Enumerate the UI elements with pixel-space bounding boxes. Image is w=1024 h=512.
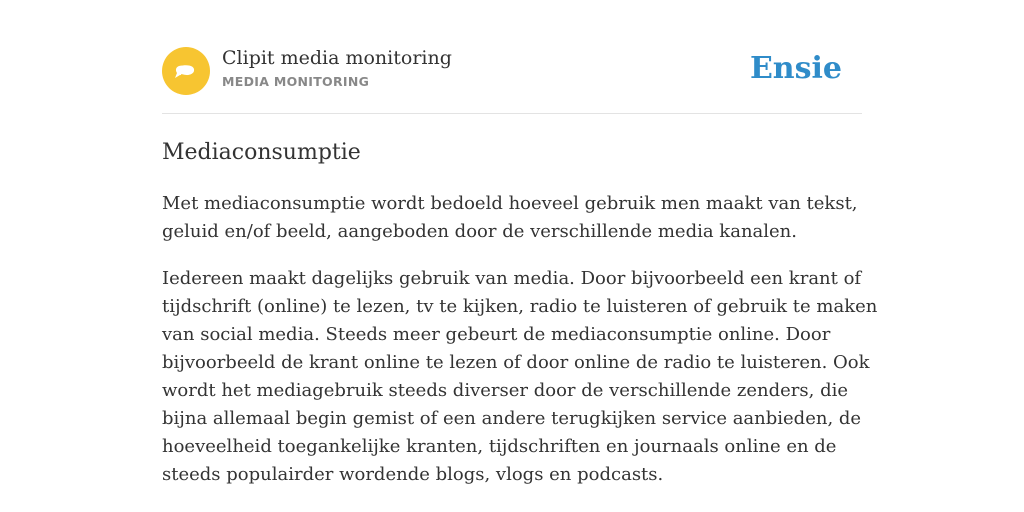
brand-logo[interactable]: Ensie bbox=[749, 51, 842, 86]
category-label[interactable]: MEDIA MONITORING bbox=[222, 74, 370, 89]
speech-bubble-icon[interactable] bbox=[162, 47, 210, 95]
speech-bubble-glyph bbox=[162, 47, 210, 95]
article-paragraph: Met mediaconsumptie wordt bedoeld hoeveel gebruik men maakt van tekst, geluid en/of beeld, aangeboden door de verschillende media kanalen. bbox=[162, 193, 858, 242]
header bbox=[162, 0, 862, 114]
site-title[interactable]: Clipit media monitoring bbox=[222, 47, 452, 69]
article-paragraph: Iedereen maakt dagelijks gebruik van media. Door bijvoorbeeld een krant of tijdschrift (online) te lezen, tv te kijken, radio te luisteren of gebruik te maken van social media. Steeds meer gebeurt de mediaconsumptie online. Door bijvoorbeeld de krant online te lezen of door online de radio te luisteren. Ook wordt het mediagebruik steeds diverser door de verschillende zenders, die bijna allemaal begin gemist of een andere terugkijken service aanbieden, de hoeveelheid toegankelijke kranten, tijdschriften en journaals online en de steeds populairder wordende blogs, vlogs en podcasts. bbox=[162, 268, 878, 485]
article-title: Mediaconsumptie bbox=[162, 140, 361, 165]
